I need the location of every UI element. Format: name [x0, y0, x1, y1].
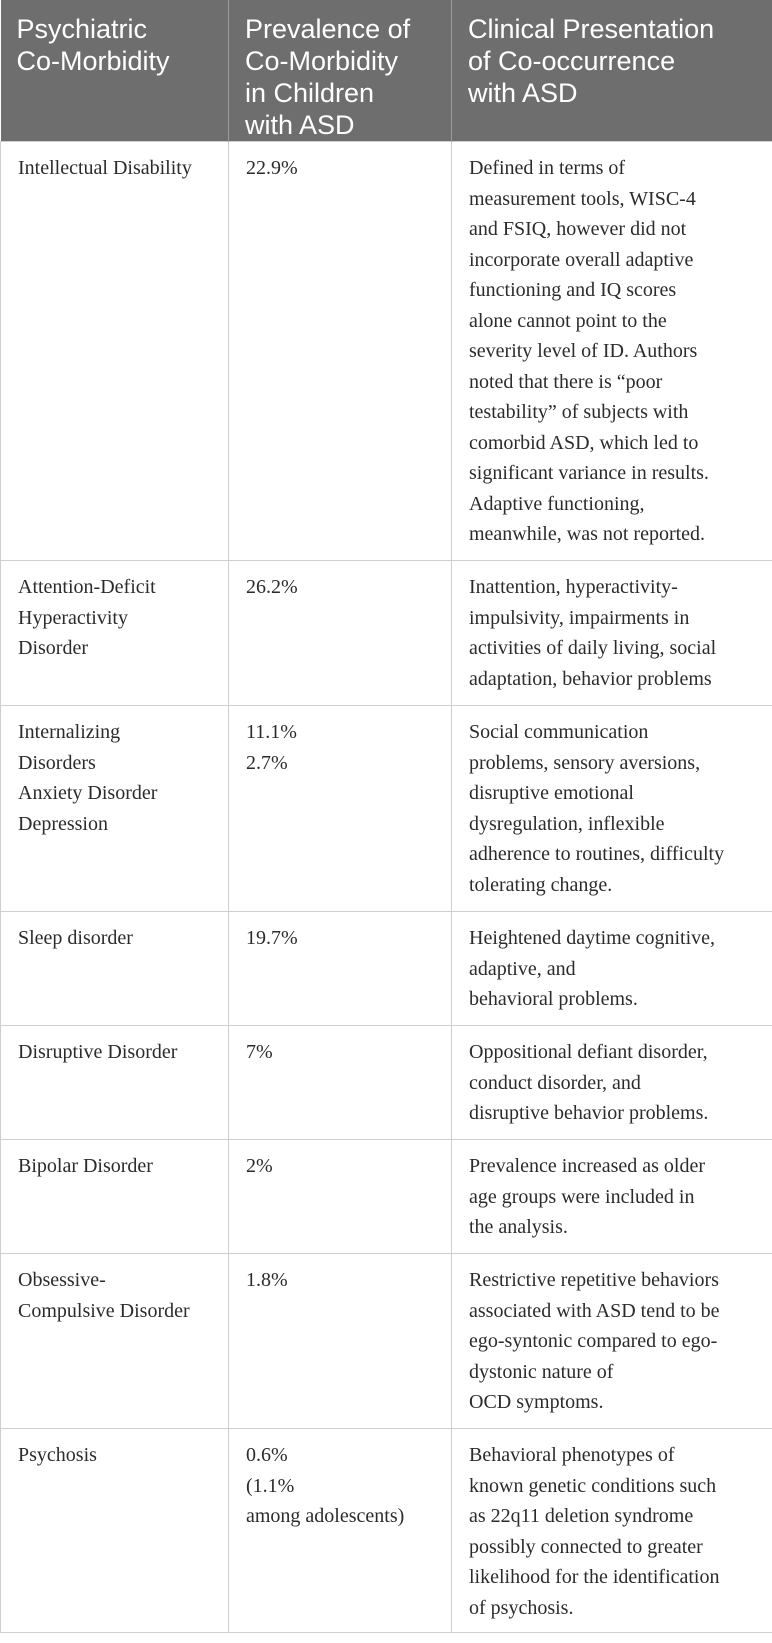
- table-row: [1, 706, 772, 912]
- table-row: [1, 1429, 772, 1633]
- table-row: [1, 561, 772, 706]
- condition-cell: Intellectual Disability: [1, 142, 229, 561]
- table-row: [1, 1254, 772, 1429]
- table-row: [1, 142, 772, 561]
- condition-cell: Psychosis: [1, 1429, 229, 1633]
- table-body: [1, 142, 772, 1633]
- presentation-cell: Defined in terms of measurement tools, WISC-4 and FSIQ, however did not incorporate overall adaptive functioning and IQ scores alone cannot point to the severity level of ID. Authors noted that there is “poor testability” of subjects with comorbid ASD, which led to significant variance in results. Adaptive functioning, meanwhile, was not reported.: [452, 142, 772, 561]
- presentation-cell: Restrictive repetitive behaviors associated with ASD tend to be ego-syntonic compared to ego- dystonic nature of OCD symptoms.: [452, 1254, 772, 1429]
- presentation-cell: Social communication problems, sensory aversions, disruptive emotional dysregulation, inflexible adherence to routines, difficulty tolerating change.: [452, 706, 772, 912]
- condition-cell: Bipolar Disorder: [1, 1140, 229, 1254]
- presentation-cell: Inattention, hyperactivity- impulsivity, impairments in activities of daily living, social adaptation, behavior problems: [452, 561, 772, 706]
- prevalence-cell: 11.1% 2.7%: [229, 706, 452, 912]
- table-row: [1, 1026, 772, 1140]
- prevalence-cell: 22.9%: [229, 142, 452, 561]
- table-header: [1, 0, 772, 142]
- prevalence-cell: 2%: [229, 1140, 452, 1254]
- prevalence-cell: 1.8%: [229, 1254, 452, 1429]
- presentation-cell: Behavioral phenotypes of known genetic conditions such as 22q11 deletion syndrome possibly connected to greater likelihood for the identification of psychosis.: [452, 1429, 772, 1633]
- header-comorbidity: Psychiatric Co-Morbidity: [1, 0, 229, 142]
- header-clinical-presentation: Clinical Presentation of Co-occurrence with ASD: [452, 0, 772, 142]
- condition-cell: Internalizing Disorders Anxiety Disorder Depression: [1, 706, 229, 912]
- presentation-cell: Oppositional defiant disorder, conduct disorder, and disruptive behavior problems.: [452, 1026, 772, 1140]
- header-row: [1, 0, 772, 142]
- condition-cell: Obsessive- Compulsive Disorder: [1, 1254, 229, 1429]
- prevalence-cell: 0.6% (1.1% among adolescents): [229, 1429, 452, 1633]
- prevalence-cell: 26.2%: [229, 561, 452, 706]
- condition-cell: Attention-Deficit Hyperactivity Disorder: [1, 561, 229, 706]
- prevalence-cell: 7%: [229, 1026, 452, 1140]
- prevalence-cell: 19.7%: [229, 912, 452, 1026]
- presentation-cell: Heightened daytime cognitive, adaptive, and behavioral problems.: [452, 912, 772, 1026]
- condition-cell: Sleep disorder: [1, 912, 229, 1026]
- presentation-cell: Prevalence increased as older age groups were included in the analysis.: [452, 1140, 772, 1254]
- header-prevalence: Prevalence of Co-Morbidity in Children with ASD: [229, 0, 452, 142]
- condition-cell: Disruptive Disorder: [1, 1026, 229, 1140]
- table-row: [1, 912, 772, 1026]
- table-row: [1, 1140, 772, 1254]
